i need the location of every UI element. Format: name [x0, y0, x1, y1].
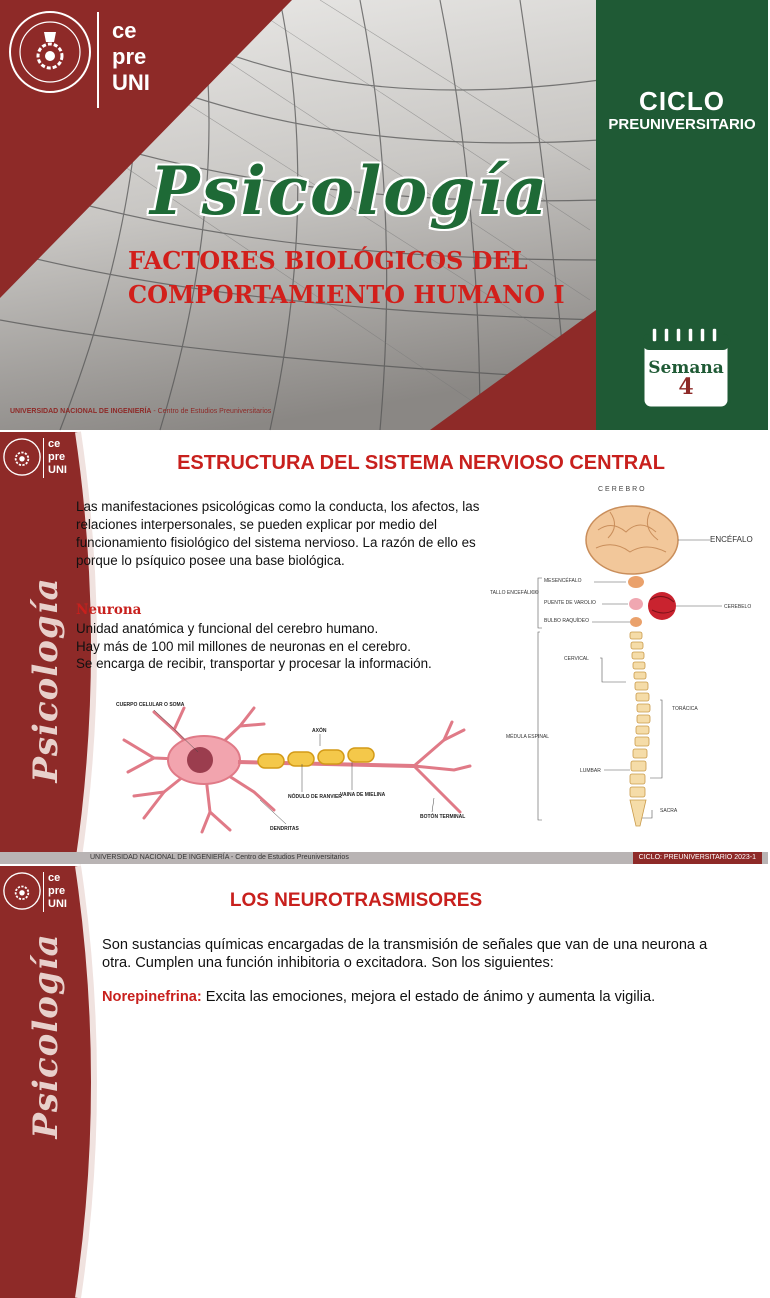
snc-slide	[0, 432, 768, 864]
cover-footer: UNIVERSIDAD NACIONAL DE INGENIERÍA - Centro de Estudios Preuniversitarios	[10, 408, 272, 415]
label-cerebro: CEREBRO	[598, 486, 647, 493]
neurona-heading: Neurona	[76, 602, 142, 618]
uni-seal-logo	[8, 10, 92, 94]
label-cerebelo: CEREBELO	[724, 604, 752, 610]
neuron-diagram	[114, 700, 474, 838]
label-tallo: TALLO ENCEFÁLICO	[490, 590, 539, 596]
label-vaina: VAINA DE MIELINA	[340, 792, 386, 798]
label-mesencefalo: MESENCÉFALO	[544, 578, 582, 584]
cover-subtitle: FACTORES BIOLÓGICOS DEL COMPORTAMIENTO HUMANO I	[128, 246, 565, 309]
label-medula: MÉDULA ESPINAL	[506, 734, 550, 740]
semana-number: 4	[678, 374, 694, 400]
uni-seal-logo-small-3	[3, 872, 41, 910]
snc-paragraph: Las manifestaciones psicológicas como la conducta, los afectos, las relaciones interpersonales, se pueden explicar por medio del funcionamiento fisiológico del sistema nervioso. La razón de ello es porque lo psíquico posee una base biológica.	[76, 499, 480, 568]
ciclo-label: CICLO	[639, 86, 725, 116]
norepinefrina-item: Norepinefrina: Excita las emociones, mejora el estado de ánimo y aumenta la vigilia.	[102, 989, 656, 1005]
label-puente: PUENTE DE VAROLIO	[544, 600, 596, 606]
snc-title: ESTRUCTURA DEL SISTEMA NERVIOSO CENTRAL	[177, 452, 665, 474]
neurotransmisores-title: LOS NEUROTRASMISORES	[229, 890, 483, 911]
cover-slide	[0, 0, 768, 430]
label-axon: AXÓN	[312, 728, 327, 734]
semana-label: Semana	[648, 358, 724, 378]
label-cervical: CERVICAL	[564, 656, 589, 662]
cepre-uni-wordmark: ce pre UNI	[112, 18, 150, 95]
footer-right: CICLO: PREUNIVERSITARIO 2023-1	[633, 852, 762, 864]
cns-diagram	[480, 482, 770, 842]
label-toracica: TORÁCICA	[672, 706, 698, 712]
neurotransmisores-slide	[0, 866, 768, 1139]
label-bulbo: BULBO RAQUÍDEO	[544, 618, 590, 624]
label-encefalo: ENCÉFALO	[710, 535, 753, 544]
cepre-uni-wordmark-small-3: ce pre UNI	[48, 872, 67, 910]
side-title-3: Psicología	[26, 933, 66, 1139]
neurona-text: Unidad anatómica y funcional del cerebro humano. Hay más de 100 mil millones de neuronas en el cerebro. Se encarga de recibir, transportar y procesar la información.	[76, 621, 432, 672]
footer-left: UNIVERSIDAD NACIONAL DE INGENIERÍA - Centro de Estudios Preuniversitarios	[90, 854, 349, 861]
label-soma: CUERPO CELULAR O SOMA	[116, 702, 185, 708]
cepre-uni-wordmark-small: ce pre UNI	[48, 438, 67, 476]
side-title: Psicología	[26, 577, 66, 783]
logo-divider	[97, 12, 99, 108]
label-nodulo: NÓDULO DE RANVIER	[288, 794, 342, 800]
preuniversitario-label: PREUNIVERSITARIO	[608, 116, 756, 133]
label-sacra: SACRA	[660, 808, 678, 814]
label-lumbar: LUMBAR	[580, 768, 601, 774]
logo-divider-small	[43, 438, 44, 478]
uni-seal-logo-small	[3, 438, 41, 476]
label-dendritas: DENDRITAS	[270, 826, 299, 832]
cover-title: Psicología	[150, 152, 550, 230]
label-boton: BOTÓN TERMINAL	[420, 814, 466, 820]
logo-divider-small-3	[43, 872, 44, 912]
neurotransmisores-paragraph: Son sustancias químicas encargadas de la transmisión de señales que van de una neurona a otra. Cumplen una función inhibitoria o excitadora. Son los siguientes:	[102, 937, 708, 971]
